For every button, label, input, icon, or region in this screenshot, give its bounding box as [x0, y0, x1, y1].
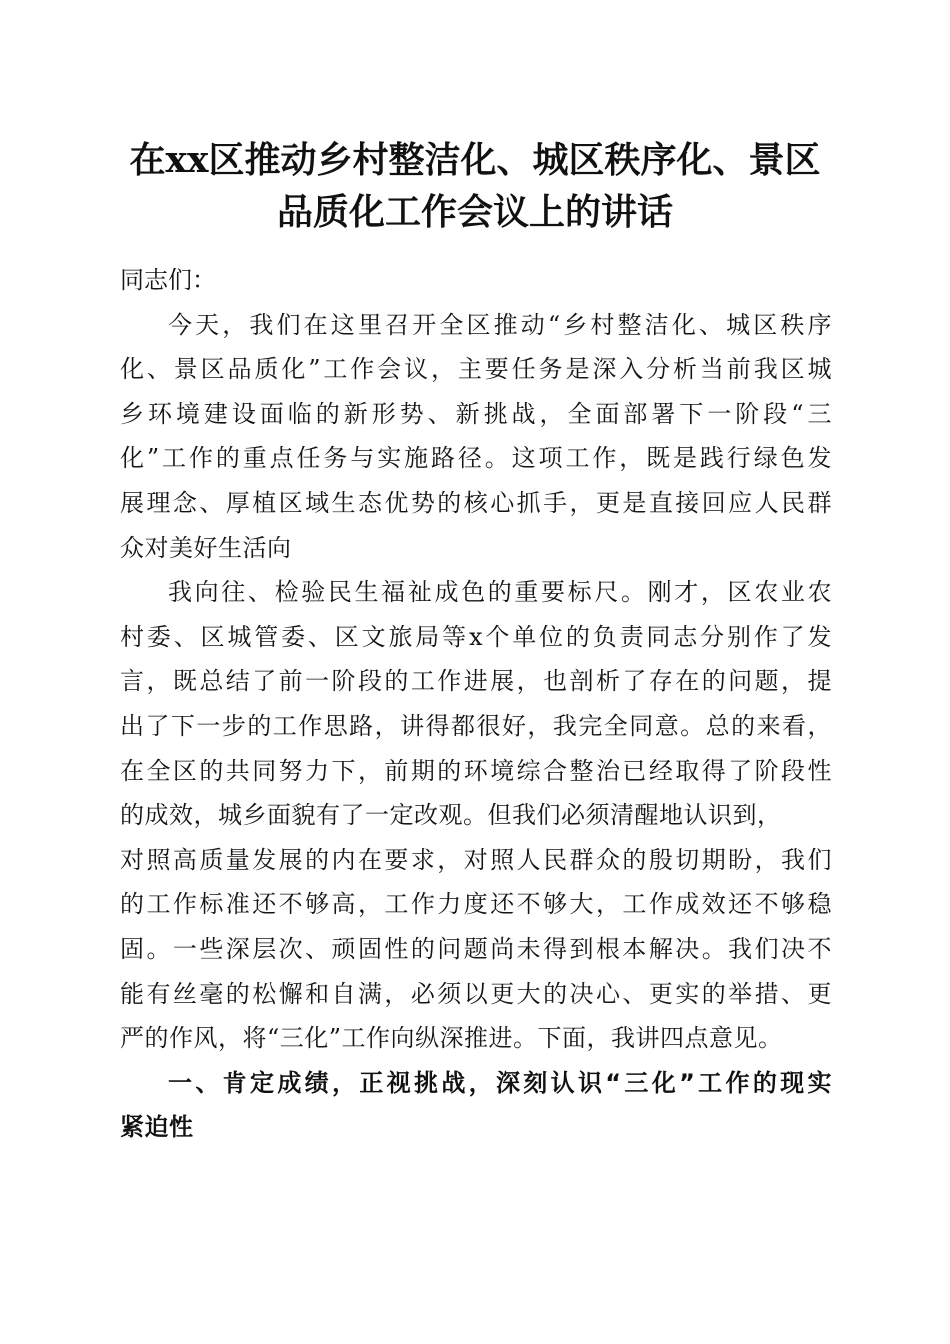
paragraph-intro [120, 303, 832, 571]
paragraph-line: 言，既总结了前一阶段的工作进展，也剖析了存在的问题，提 [120, 667, 832, 696]
paragraph-line: 展理念、厚植区域生态优势的核心抓手，更是直接回应人民群 [120, 488, 832, 517]
paragraph-line: 的工作标准还不够高，工作力度还不够大，工作成效还不够稳 [120, 890, 832, 919]
title-line: 在xx区推动乡村整洁化、城区秩序化、景区 [129, 139, 821, 181]
paragraph-line: 对照高质量发展的内在要求，对照人民群众的殷切期盼，我们 [120, 845, 832, 874]
title-line: 品质化工作会议上的讲话 [276, 191, 673, 233]
section-heading-1 [120, 1061, 832, 1150]
paragraph-line: 在全区的共同努力下，前期的环境综合整治已经取得了阶段性 [120, 756, 832, 785]
paragraph-line: 的成效，城乡面貌有了一定改观。但我们必须清醒地认识到， [120, 801, 782, 830]
paragraph-line: 化”工作的重点任务与实施路径。这项工作，既是践行绿色发 [120, 444, 832, 473]
paragraph-line: 严的作风，将“三化”工作向纵深推进。下面，我讲四点意见。 [120, 1024, 783, 1053]
paragraph-line: 固。一些深层次、顽固性的问题尚未得到根本解决。我们决不 [120, 934, 832, 963]
paragraph-line: 我向往、检验民生福祉成色的重要标尺。刚才，区农业农 [168, 578, 832, 607]
heading-line: 紧迫性 [120, 1113, 194, 1142]
paragraph-line: 众对美好生活向 [120, 533, 292, 562]
paragraph-review [120, 570, 832, 1061]
heading-line: 一、肯定成绩，正视挑战，深刻认识“三化”工作的现实 [168, 1068, 832, 1097]
paragraph-line: 今天，我们在这里召开全区推动“乡村整洁化、城区秩序 [168, 310, 832, 339]
paragraph-line: 出了下一步的工作思路，讲得都很好，我完全同意。总的来看， [120, 711, 832, 740]
paragraph-line: 化、景区品质化”工作会议，主要任务是深入分析当前我区城 [120, 355, 832, 384]
paragraph-line: 乡环境建设面临的新形势、新挑战，全面部署下一阶段“三 [120, 399, 832, 428]
paragraph-line: 村委、区城管委、区文旅局等x个单位的负责同志分别作了发 [120, 622, 832, 651]
document-title [100, 134, 850, 238]
document-body [120, 258, 832, 1150]
salutation: 同志们： [120, 266, 216, 294]
paragraph-line: 能有丝毫的松懈和自满，必须以更大的决心、更实的举措、更 [120, 979, 832, 1008]
